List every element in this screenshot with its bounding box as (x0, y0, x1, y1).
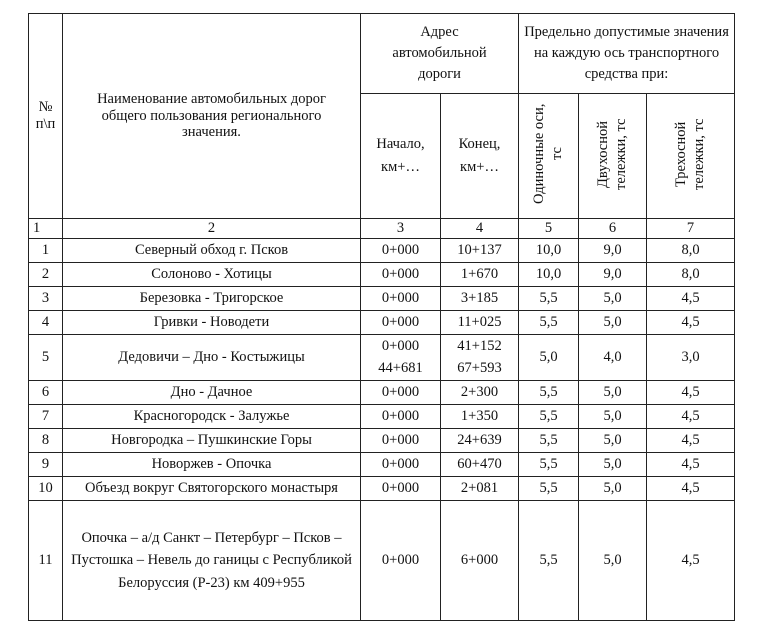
triple-bogie-limit: 4,5 (647, 381, 735, 405)
triple-bogie-limit: 4,5 (647, 501, 735, 621)
road-start (361, 477, 441, 501)
road-name: Дно - Дачное (63, 381, 361, 405)
road-start (361, 239, 441, 263)
row-number: 4 (29, 311, 63, 335)
header-address: Адрес автомобильной дороги (361, 14, 519, 94)
road-end (441, 311, 519, 335)
table-row (29, 239, 735, 263)
triple-bogie-limit: 4,5 (647, 429, 735, 453)
row-number: 7 (29, 405, 63, 429)
table-row (29, 381, 735, 405)
road-start-km: 0+000 (381, 455, 420, 472)
table-row (29, 501, 735, 621)
triple-bogie-limit: 4,5 (647, 405, 735, 429)
road-end-km: 3+185 (460, 289, 499, 306)
single-axle-limit: 5,0 (519, 335, 579, 381)
road-end (441, 501, 519, 621)
roads-table (28, 13, 735, 621)
colnum: 7 (647, 219, 735, 239)
road-end-km: 11+025 (457, 313, 502, 330)
road-start (361, 405, 441, 429)
header-double-bogie: Двухосной тележки, тс (579, 94, 647, 219)
double-bogie-limit: 9,0 (579, 239, 647, 263)
row-number: 11 (29, 501, 63, 621)
road-start (361, 429, 441, 453)
table-row (29, 311, 735, 335)
road-end (441, 263, 519, 287)
table-row (29, 263, 735, 287)
colnum: 3 (361, 219, 441, 239)
double-bogie-limit: 5,0 (579, 453, 647, 477)
table-row (29, 429, 735, 453)
road-end (441, 287, 519, 311)
row-number: 5 (29, 335, 63, 381)
road-start (361, 381, 441, 405)
road-start (361, 287, 441, 311)
header-single-axle: Одиночные оси, тс (519, 94, 579, 219)
double-bogie-limit: 9,0 (579, 263, 647, 287)
double-bogie-limit: 5,0 (579, 405, 647, 429)
header-triple-bogie: Трехосной тележки, тс (647, 94, 735, 219)
table-row (29, 405, 735, 429)
table-row (29, 453, 735, 477)
triple-bogie-limit: 4,5 (647, 311, 735, 335)
triple-bogie-limit: 4,5 (647, 453, 735, 477)
road-name: Гривки - Новодети (63, 311, 361, 335)
header-limits: Предельно допустимые значения на каждую ось транспортного средства при: (519, 14, 735, 94)
road-end-km: 2+300 (460, 383, 499, 400)
triple-bogie-limit: 8,0 (647, 239, 735, 263)
road-start-km: 0+000 (381, 241, 420, 258)
row-number: 6 (29, 381, 63, 405)
single-axle-limit: 10,0 (519, 239, 579, 263)
road-start-km: 0+000 (381, 338, 420, 355)
row-number: 2 (29, 263, 63, 287)
road-name: Опочка – а/д Санкт – Петербург – Псков – Пустошка – Невель до ганицы с Республикой Белоруссия (Р-23) км 409+955 (63, 501, 361, 621)
header-number: № п\п (29, 14, 63, 219)
double-bogie-limit: 5,0 (579, 381, 647, 405)
road-start (361, 335, 441, 381)
colnum: 1 (29, 219, 63, 239)
single-axle-limit: 5,5 (519, 311, 579, 335)
road-end-km: 10+137 (457, 241, 502, 258)
road-end-km: 1+350 (460, 407, 499, 424)
road-end-km: 60+470 (457, 455, 502, 472)
road-end (441, 239, 519, 263)
double-bogie-limit: 5,0 (579, 287, 647, 311)
double-bogie-limit: 5,0 (579, 311, 647, 335)
road-end (441, 335, 519, 381)
triple-bogie-limit: 8,0 (647, 263, 735, 287)
colnum: 6 (579, 219, 647, 239)
road-start-km: 0+000 (381, 383, 420, 400)
single-axle-limit: 5,5 (519, 429, 579, 453)
road-start (361, 311, 441, 335)
double-bogie-limit: 5,0 (579, 429, 647, 453)
road-name: Северный обход г. Псков (63, 239, 361, 263)
road-end (441, 429, 519, 453)
row-number: 8 (29, 429, 63, 453)
single-axle-limit: 5,5 (519, 501, 579, 621)
triple-bogie-limit: 3,0 (647, 335, 735, 381)
single-axle-limit: 10,0 (519, 263, 579, 287)
row-number: 1 (29, 239, 63, 263)
single-axle-limit: 5,5 (519, 287, 579, 311)
table-row (29, 477, 735, 501)
road-end-km: 6+000 (460, 551, 499, 568)
column-number-row (29, 219, 735, 239)
road-start-km: 0+000 (381, 431, 420, 448)
row-number: 9 (29, 453, 63, 477)
row-number: 10 (29, 477, 63, 501)
header-name: Наименование автомобильных дорог общего пользования регионального значения. (63, 14, 361, 219)
road-start (361, 501, 441, 621)
road-name: Объезд вокруг Святогорского монастыря (63, 477, 361, 501)
road-end-km: 2+081 (460, 479, 499, 496)
road-end-km: 67+593 (457, 359, 502, 376)
road-end-km: 41+152 (457, 338, 502, 355)
road-start-km: 0+000 (381, 289, 420, 306)
road-start-km: 0+000 (381, 551, 420, 568)
single-axle-limit: 5,5 (519, 381, 579, 405)
road-start-km: 0+000 (381, 407, 420, 424)
header-end: Конец, км+… (441, 94, 519, 219)
road-start-km: 0+000 (381, 313, 420, 330)
colnum: 4 (441, 219, 519, 239)
road-name: Красногородск - Залужье (63, 405, 361, 429)
road-name: Новоржев - Опочка (63, 453, 361, 477)
table-row (29, 287, 735, 311)
road-end-km: 24+639 (457, 431, 502, 448)
single-axle-limit: 5,5 (519, 477, 579, 501)
road-start-km: 0+000 (381, 265, 420, 282)
road-start (361, 263, 441, 287)
triple-bogie-limit: 4,5 (647, 477, 735, 501)
road-end (441, 405, 519, 429)
single-axle-limit: 5,5 (519, 405, 579, 429)
road-start-km: 44+681 (378, 359, 423, 376)
road-end (441, 381, 519, 405)
header-start: Начало, км+… (361, 94, 441, 219)
road-end (441, 477, 519, 501)
road-end-km: 1+670 (460, 265, 499, 282)
double-bogie-limit: 4,0 (579, 335, 647, 381)
road-start (361, 453, 441, 477)
table-row (29, 335, 735, 381)
road-end (441, 453, 519, 477)
road-start-km: 0+000 (381, 479, 420, 496)
road-name: Солоново - Хотицы (63, 263, 361, 287)
colnum: 2 (63, 219, 361, 239)
single-axle-limit: 5,5 (519, 453, 579, 477)
colnum: 5 (519, 219, 579, 239)
road-name: Дедовичи – Дно - Костыжицы (63, 335, 361, 381)
double-bogie-limit: 5,0 (579, 501, 647, 621)
road-name: Березовка - Тригорское (63, 287, 361, 311)
double-bogie-limit: 5,0 (579, 477, 647, 501)
triple-bogie-limit: 4,5 (647, 287, 735, 311)
row-number: 3 (29, 287, 63, 311)
road-name: Новгородка – Пушкинские Горы (63, 429, 361, 453)
